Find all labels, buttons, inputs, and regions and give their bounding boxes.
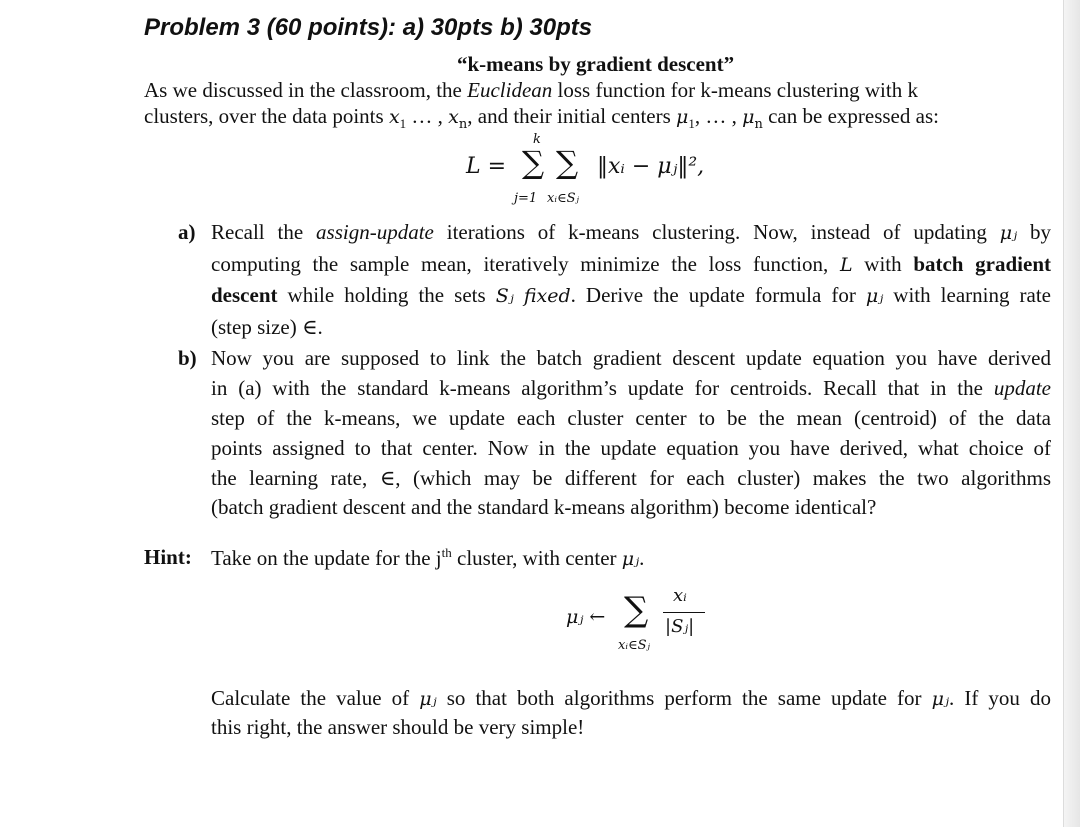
part-b-line-4: points assigned to that center. Now in the update equation you have derived, what choice of	[211, 436, 1051, 460]
part-b-line-3: step of the k-means, we update each cluster center to be the mean (centroid) of the data	[211, 406, 1051, 430]
part-a-line-3: descent while holding the sets Sⱼ fixed. Derive the update formula for μⱼ with learning rate	[211, 283, 1051, 307]
closing-line-2: this right, the answer should be very simple!	[211, 715, 585, 739]
hint-text: Take on the update for the $j^{th}$ cluster, with center μⱼ.	[211, 545, 645, 570]
problem-subtitle: “k-means by gradient descent”	[457, 52, 735, 76]
hint-formula-fraction-bar	[663, 612, 705, 613]
loss-body: ‖xᵢ − μⱼ‖²,	[597, 154, 705, 179]
hint-formula-sigma: ∑	[624, 590, 649, 630]
loss-index-outer: j=1	[514, 191, 538, 206]
hint-label: Hint:	[144, 545, 192, 569]
problem-title: Problem 3 (60 points): a) 30pts b) 30pts	[144, 14, 593, 41]
hint-formula-denominator: |Sⱼ|	[665, 616, 695, 637]
loss-sigma-outer: ∑	[522, 145, 545, 181]
intro-line-1: As we discussed in the classroom, the Euclidean loss function for k-means clustering with k	[144, 78, 918, 102]
part-b-line-2: in (a) with the standard k-means algorithm’s update for centroids. Recall that in the update	[211, 376, 1051, 400]
hint-formula-lhs: μⱼ ←	[566, 606, 606, 628]
loss-lhs: L =	[466, 154, 507, 179]
loss-sigma-inner: ∑	[556, 145, 579, 181]
loss-index-inner: xᵢ∈Sⱼ	[547, 191, 579, 206]
part-b-line-5: the learning rate, ∈, (which may be different for each cluster) makes the two algorithms	[211, 466, 1051, 490]
part-a-label: a)	[178, 220, 196, 244]
part-a-line-1: Recall the assign-update iterations of k-means clustering. Now, instead of updating μⱼ by	[211, 220, 1051, 244]
part-b-line-6: (batch gradient descent and the standard k-means algorithm) become identical?	[211, 495, 877, 519]
intro-line-2: clusters, over the data points $x_1$ … , $x_n$, and their initial centers $\mu_1$, … , $\mu_n$ can be expressed as:	[144, 104, 939, 133]
closing-line-1: Calculate the value of μⱼ so that both algorithms perform the same update for μⱼ. If you do	[211, 686, 1051, 710]
hint-formula-numerator: xᵢ	[673, 585, 687, 606]
part-a-line-2: computing the sample mean, iteratively minimize the loss function, L with batch gradient	[211, 252, 1052, 276]
hint-formula-index: xᵢ∈Sⱼ	[618, 638, 650, 653]
part-b-label: b)	[178, 346, 197, 370]
part-b-line-1: Now you are supposed to link the batch gradient descent update equation you have derived	[211, 346, 1051, 370]
part-a-line-4: (step size) ∈.	[211, 315, 323, 339]
page-right-edge	[1063, 0, 1080, 827]
loss-upper-limit: k	[533, 132, 541, 147]
